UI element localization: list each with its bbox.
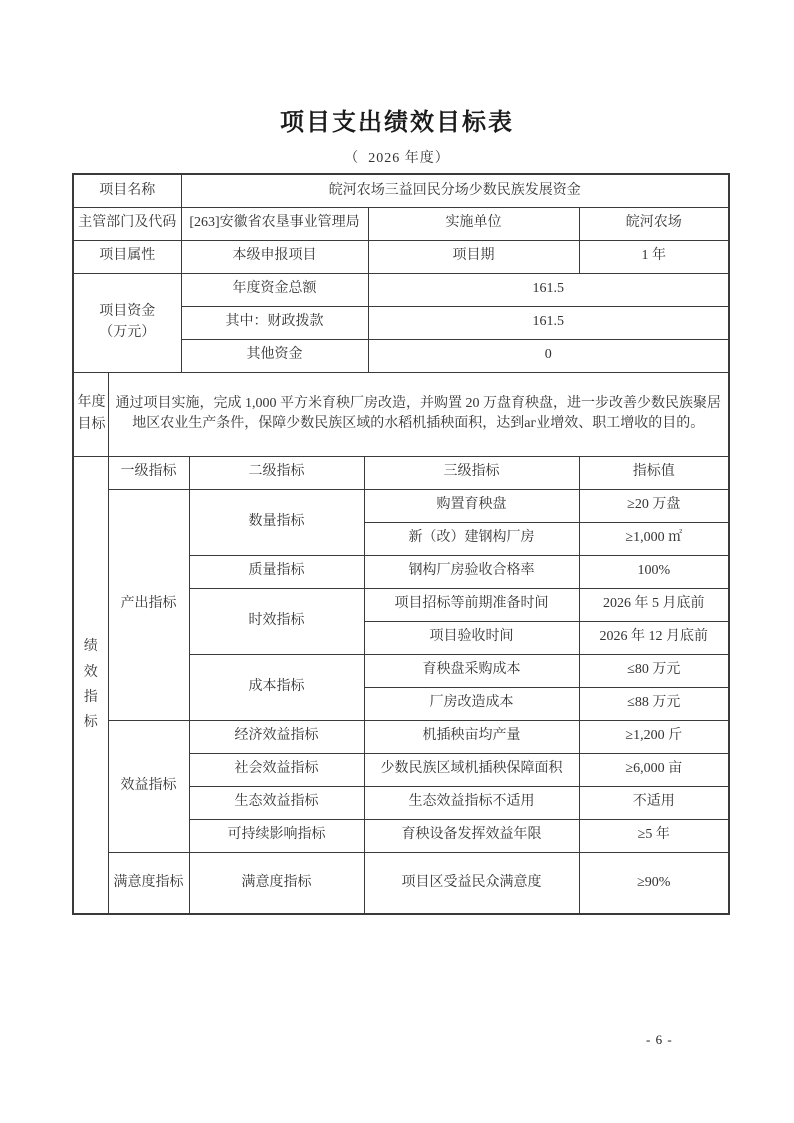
annual-goal-label-text: 年度目标	[77, 395, 106, 432]
indicator-row	[73, 489, 729, 522]
dept-label: 主管部门及代码	[73, 207, 181, 240]
row-project-name	[73, 174, 729, 207]
annual-goal-text: 通过项目实施，完成 1,000 平方米育秧厂房改造，并购置 20 万盘育秧盘，进一步改善少数民族聚居地区农业生产条件，保障少数民族区域的水稻机插秧面积，达到аг业增效、职工增收的目的。	[108, 372, 729, 456]
level3-cell: 新（改）建钢构厂房	[364, 522, 579, 555]
level2-social: 社会效益指标	[189, 753, 364, 786]
attr-label: 项目属性	[73, 240, 181, 273]
value-cell: ≥20 万盘	[579, 489, 729, 522]
page-number: - 6 -	[646, 1032, 673, 1047]
level3-cell: 购置育秧盘	[364, 489, 579, 522]
value-cell: 2026 年 5 月底前	[579, 588, 729, 621]
level2-satisfaction: 满意度指标	[189, 852, 364, 914]
attr-value: 本级申报项目	[181, 240, 368, 273]
funding-fiscal-label: 其中：财政拨款	[181, 306, 368, 339]
value-cell: ≥1,000 ㎡	[579, 522, 729, 555]
funding-other-label: 其他资金	[181, 339, 368, 372]
row-annual-goal	[73, 372, 729, 456]
header-level2: 二级指标	[189, 456, 364, 489]
level2-quantity: 数量指标	[189, 489, 364, 555]
impl-unit-label: 实施单位	[368, 207, 579, 240]
period-value: 1 年	[579, 240, 729, 273]
value-cell: ≥90%	[579, 852, 729, 914]
page-title: 项目支出绩效目标表	[280, 109, 514, 136]
performance-side-label	[73, 456, 108, 914]
row-attr	[73, 240, 729, 273]
level2-economic: 经济效益指标	[189, 720, 364, 753]
value-cell: ≤88 万元	[579, 687, 729, 720]
project-name-value: 皖河农场三益回民分场少数民族发展资金	[181, 174, 729, 207]
group-satisfaction-label: 满意度指标	[108, 852, 189, 914]
level3-cell: 育秧设备发挥效益年限	[364, 819, 579, 852]
period-label: 项目期	[368, 240, 579, 273]
level3-cell: 厂房改造成本	[364, 687, 579, 720]
value-cell: 2026 年 12 月底前	[579, 621, 729, 654]
header-level1: 一级指标	[108, 456, 189, 489]
funding-total-label: 年度资金总额	[181, 273, 368, 306]
indicator-row	[73, 852, 729, 914]
level2-cost: 成本指标	[189, 654, 364, 720]
value-cell: ≥5 年	[579, 819, 729, 852]
level3-cell: 少数民族区域机插秧保障面积	[364, 753, 579, 786]
level2-timeliness: 时效指标	[189, 588, 364, 654]
header-value: 指标值	[579, 456, 729, 489]
value-cell: 100%	[579, 555, 729, 588]
level3-cell: 钢构厂房验收合格率	[364, 555, 579, 588]
value-cell: ≤80 万元	[579, 654, 729, 687]
performance-target-table	[72, 173, 730, 915]
level2-sustainable: 可持续影响指标	[189, 819, 364, 852]
level3-cell: 项目招标等前期准备时间	[364, 588, 579, 621]
funding-fiscal-value: 161.5	[368, 306, 729, 339]
project-name-label: 项目名称	[73, 174, 181, 207]
indicator-row	[73, 720, 729, 753]
value-cell: 不适用	[579, 786, 729, 819]
header-level3: 三级指标	[364, 456, 579, 489]
funding-label-line1: 项目资金	[99, 304, 156, 320]
funding-label	[73, 273, 181, 372]
level2-ecological: 生态效益指标	[189, 786, 364, 819]
group-output-label: 产出指标	[108, 489, 189, 720]
level3-cell: 生态效益指标不适用	[364, 786, 579, 819]
value-cell: ≥1,200 斤	[579, 720, 729, 753]
performance-side-label-text: 绩效指标	[83, 639, 98, 730]
doc-year-subtitle: （ 2026 年度）	[344, 151, 450, 166]
level2-quality: 质量指标	[189, 555, 364, 588]
funding-other-value: 0	[368, 339, 729, 372]
level3-cell: 育秧盘采购成本	[364, 654, 579, 687]
dept-value: [263]安徽省农垦事业管理局	[181, 207, 368, 240]
row-indicator-header	[73, 456, 729, 489]
level3-cell: 项目区受益民众满意度	[364, 852, 579, 914]
group-benefit-label: 效益指标	[108, 720, 189, 852]
level3-cell: 机插秧亩均产量	[364, 720, 579, 753]
impl-unit-value: 皖河农场	[579, 207, 729, 240]
funding-total-value: 161.5	[368, 273, 729, 306]
level3-cell: 项目验收时间	[364, 621, 579, 654]
value-cell: ≥6,000 亩	[579, 753, 729, 786]
funding-label-line2: （万元）	[99, 324, 156, 340]
row-dept	[73, 207, 729, 240]
annual-goal-label	[73, 372, 108, 456]
row-funding-total	[73, 273, 729, 306]
